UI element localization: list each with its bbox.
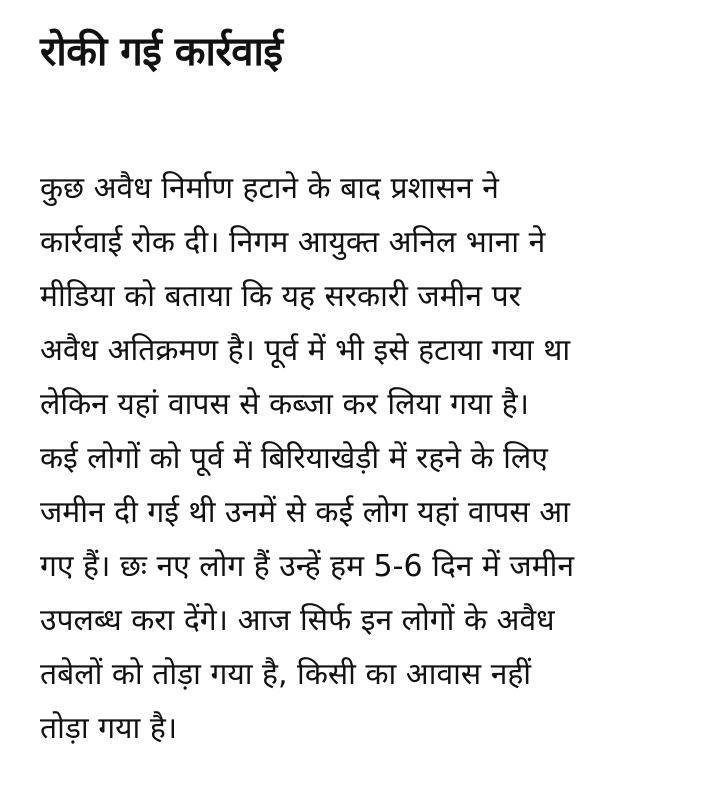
body-line: उपलब्ध करा देंगे। आज सिर्फ इन लोगों के अवैध: [40, 603, 555, 638]
body-line: मीडिया को बताया कि यह सरकारी जमीन पर: [40, 279, 521, 314]
body-line: कार्रवाई रोक दी। निगम आयुक्त अनिल भाना ने: [40, 225, 546, 260]
body-line: तोड़ा गया है।: [40, 711, 178, 746]
body-line: जमीन दी गई थी उनमें से कई लोग यहां वापस आ: [40, 495, 570, 530]
article: [40, 22, 690, 756]
body-line: लेकिन यहां वापस से कब्जा कर लिया गया है।: [40, 387, 530, 422]
body-line: कुछ अवैध निर्माण हटाने के बाद प्रशासन ने: [40, 171, 499, 206]
article-headline: रोकी गई कार्रवाई: [40, 29, 283, 75]
body-line: गए हैं। छः नए लोग हैं उन्हें हम 5-6 दिन में जमीन: [40, 549, 575, 584]
body-line: अवैध अतिक्रमण है। पूर्व में भी इसे हटाया गया था: [40, 333, 571, 368]
body-line: तबेलों को तोड़ा गया है, किसी का आवास नहीं: [40, 657, 532, 692]
article-body: [40, 162, 690, 756]
body-line: कई लोगों को पूर्व में बिरियाखेड़ी में रहने के लिए: [40, 441, 548, 476]
